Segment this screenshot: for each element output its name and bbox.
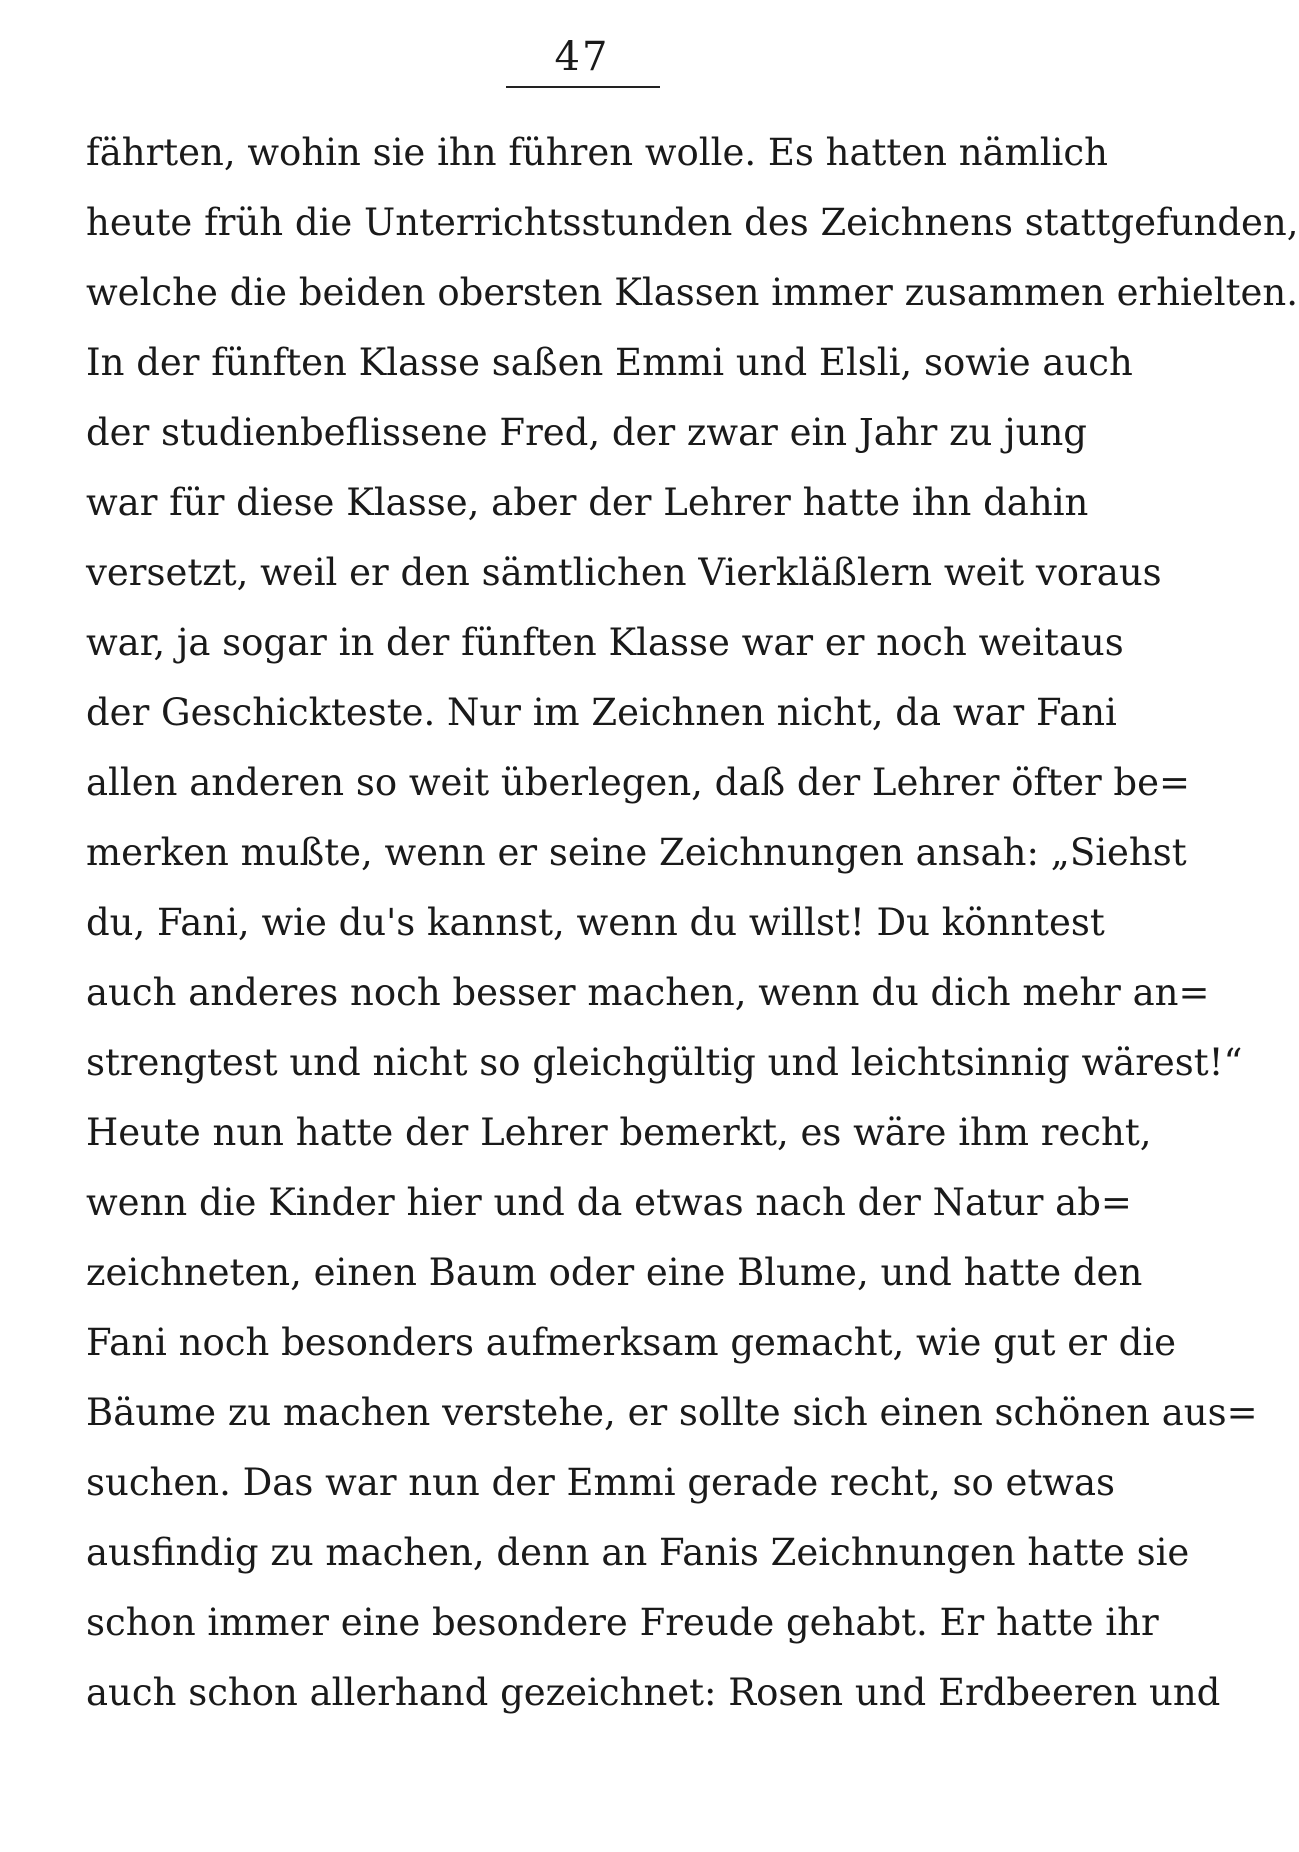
text-line: ausfindig zu machen, denn an Fanis Zeichnungen hatte sie — [86, 1531, 1190, 1574]
text-line: wenn die Kinder hier und da etwas nach der Natur ab= — [86, 1181, 1132, 1224]
text-line: In der fünften Klasse saßen Emmi und Elsli, sowie auch — [86, 341, 1133, 384]
text-line: strengtest und nicht so gleichgültig und leichtsinnig wärest!“ — [86, 1041, 1243, 1084]
text-line: war für diese Klasse, aber der Lehrer hatte ihn dahin — [86, 481, 1089, 524]
text-line: du, Fani, wie du's kannst, wenn du willst! Du könntest — [86, 901, 1105, 944]
text-line: allen anderen so weit überlegen, daß der Lehrer öfter be= — [86, 761, 1191, 804]
text-line: der studienbeflissene Fred, der zwar ein Jahr zu jung — [86, 411, 1087, 454]
text-line: welche die beiden obersten Klassen immer zusammen erhielten. — [86, 271, 1298, 314]
text-line: auch schon allerhand gezeichnet: Rosen und Erdbeeren und — [86, 1671, 1221, 1714]
text-line: merken mußte, wenn er seine Zeichnungen ansah: „Siehst — [86, 831, 1187, 874]
text-line: fährten, wohin sie ihn führen wolle. Es hatten nämlich — [86, 131, 1108, 174]
text-line: heute früh die Unterrichtsstunden des Zeichnens stattgefunden, — [86, 201, 1299, 244]
text-line: Heute nun hatte der Lehrer bemerkt, es wäre ihm recht, — [86, 1111, 1152, 1154]
text-line: auch anderes noch besser machen, wenn du dich mehr an= — [86, 971, 1210, 1014]
text-line: Bäume zu machen verstehe, er sollte sich einen schönen aus= — [86, 1391, 1258, 1434]
page-number: 47 — [554, 34, 610, 80]
text-line: zeichneten, einen Baum oder eine Blume, und hatte den — [86, 1251, 1143, 1294]
body-text — [86, 118, 1299, 1728]
text-line: schon immer eine besondere Freude gehabt. Er hatte ihr — [86, 1601, 1159, 1644]
text-line: war, ja sogar in der fünften Klasse war er noch weitaus — [86, 621, 1124, 664]
text-line: versetzt, weil er den sämtlichen Vierkläßlern weit voraus — [86, 551, 1162, 594]
text-line: Fani noch besonders aufmerksam gemacht, wie gut er die — [86, 1321, 1177, 1364]
text-line: suchen. Das war nun der Emmi gerade recht, so etwas — [86, 1461, 1116, 1504]
header-rule — [506, 86, 660, 88]
text-line: der Geschickteste. Nur im Zeichnen nicht, da war Fani — [86, 691, 1117, 734]
